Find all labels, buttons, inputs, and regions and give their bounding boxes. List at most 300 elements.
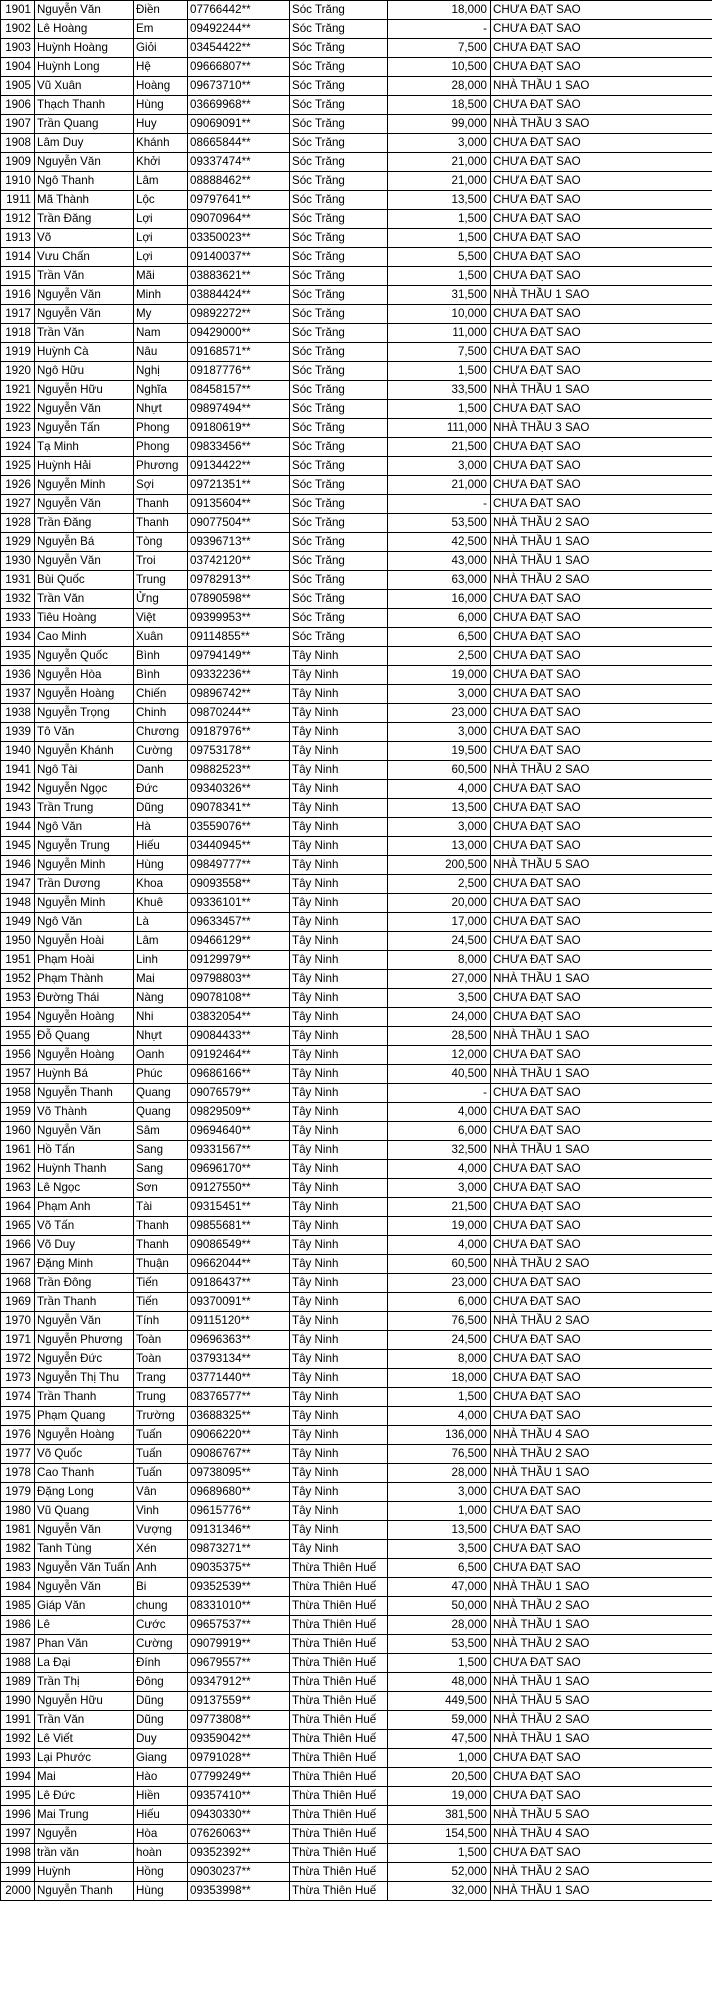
cell-rank[interactable]: CHƯA ĐẠT SAO — [491, 1, 712, 20]
cell-province[interactable]: Thừa Thiên Huế — [290, 1806, 388, 1825]
cell-stt[interactable]: 1920 — [1, 362, 35, 381]
cell-amount[interactable]: 18,000 — [388, 1369, 491, 1388]
cell-stt[interactable]: 1955 — [1, 1027, 35, 1046]
cell-province[interactable]: Sóc Trăng — [290, 210, 388, 229]
cell-phone[interactable]: 09131346** — [188, 1521, 290, 1540]
cell-province[interactable]: Thừa Thiên Huế — [290, 1673, 388, 1692]
cell-ten[interactable]: Tính — [134, 1312, 188, 1331]
cell-ho[interactable]: Nguyễn Minh — [35, 856, 134, 875]
cell-ten[interactable]: Việt — [134, 609, 188, 628]
cell-amount[interactable]: 12,000 — [388, 1046, 491, 1065]
cell-amount[interactable]: 8,000 — [388, 951, 491, 970]
cell-phone[interactable]: 09615776** — [188, 1502, 290, 1521]
cell-rank[interactable]: NHÀ THẦU 3 SAO — [491, 419, 712, 438]
cell-stt[interactable]: 1976 — [1, 1426, 35, 1445]
cell-rank[interactable]: NHÀ THẦU 2 SAO — [491, 1445, 712, 1464]
cell-rank[interactable]: NHÀ THẦU 5 SAO — [491, 856, 712, 875]
cell-ho[interactable]: Trần Văn — [35, 590, 134, 609]
cell-rank[interactable]: CHƯA ĐẠT SAO — [491, 457, 712, 476]
cell-rank[interactable]: CHƯA ĐẠT SAO — [491, 172, 712, 191]
cell-ho[interactable]: Nguyễn — [35, 1825, 134, 1844]
cell-phone[interactable]: 09833456** — [188, 438, 290, 457]
cell-ten[interactable]: Khởi — [134, 153, 188, 172]
cell-stt[interactable]: 1946 — [1, 856, 35, 875]
cell-ten[interactable]: Em — [134, 20, 188, 39]
cell-ho[interactable]: Nguyễn Hoàng — [35, 1008, 134, 1027]
cell-rank[interactable]: CHƯA ĐẠT SAO — [491, 1293, 712, 1312]
cell-rank[interactable]: CHƯA ĐẠT SAO — [491, 324, 712, 343]
cell-rank[interactable]: CHƯA ĐẠT SAO — [491, 96, 712, 115]
cell-stt[interactable]: 1953 — [1, 989, 35, 1008]
cell-phone[interactable]: 09035375** — [188, 1559, 290, 1578]
cell-amount[interactable]: 50,000 — [388, 1597, 491, 1616]
cell-ten[interactable]: Trường — [134, 1407, 188, 1426]
cell-rank[interactable]: CHƯA ĐẠT SAO — [491, 1350, 712, 1369]
cell-amount[interactable]: 21,500 — [388, 438, 491, 457]
cell-rank[interactable]: CHƯA ĐẠT SAO — [491, 1179, 712, 1198]
cell-phone[interactable]: 09076579** — [188, 1084, 290, 1103]
cell-stt[interactable]: 1906 — [1, 96, 35, 115]
cell-phone[interactable]: 09168571** — [188, 343, 290, 362]
cell-stt[interactable]: 1985 — [1, 1597, 35, 1616]
cell-ho[interactable]: Nguyễn Khánh — [35, 742, 134, 761]
cell-province[interactable]: Tây Ninh — [290, 1407, 388, 1426]
cell-rank[interactable]: CHƯA ĐẠT SAO — [491, 267, 712, 286]
cell-phone[interactable]: 08376577** — [188, 1388, 290, 1407]
cell-province[interactable]: Sóc Trăng — [290, 191, 388, 210]
cell-province[interactable]: Thừa Thiên Huế — [290, 1749, 388, 1768]
cell-phone[interactable]: 09127550** — [188, 1179, 290, 1198]
cell-ho[interactable]: Ngô Hữu — [35, 362, 134, 381]
cell-stt[interactable]: 1905 — [1, 77, 35, 96]
cell-stt[interactable]: 1970 — [1, 1312, 35, 1331]
cell-stt[interactable]: 1967 — [1, 1255, 35, 1274]
cell-province[interactable]: Tây Ninh — [290, 1122, 388, 1141]
cell-ho[interactable]: Nguyễn Văn — [35, 1578, 134, 1597]
cell-ten[interactable]: Đức — [134, 780, 188, 799]
cell-stt[interactable]: 1947 — [1, 875, 35, 894]
cell-phone[interactable]: 09066220** — [188, 1426, 290, 1445]
cell-ho[interactable]: Huỳnh — [35, 1863, 134, 1882]
cell-province[interactable]: Sóc Trăng — [290, 96, 388, 115]
cell-stt[interactable]: 1926 — [1, 476, 35, 495]
cell-phone[interactable]: 09340326** — [188, 780, 290, 799]
cell-phone[interactable]: 07766442** — [188, 1, 290, 20]
cell-ten[interactable]: Tuấn — [134, 1426, 188, 1445]
cell-ho[interactable]: Nguyễn Minh — [35, 476, 134, 495]
cell-rank[interactable]: NHÀ THẦU 2 SAO — [491, 1635, 712, 1654]
cell-ten[interactable]: Hoàng — [134, 77, 188, 96]
cell-rank[interactable]: CHƯA ĐẠT SAO — [491, 1483, 712, 1502]
cell-ten[interactable]: Lộc — [134, 191, 188, 210]
cell-ten[interactable]: Vượng — [134, 1521, 188, 1540]
cell-amount[interactable]: 76,500 — [388, 1445, 491, 1464]
cell-ho[interactable]: Lại Phước — [35, 1749, 134, 1768]
cell-phone[interactable]: 09721351** — [188, 476, 290, 495]
cell-ten[interactable]: Là — [134, 913, 188, 932]
cell-ho[interactable]: Trần Thị — [35, 1673, 134, 1692]
cell-ho[interactable]: Nguyễn Hữu — [35, 1692, 134, 1711]
cell-rank[interactable]: CHƯA ĐẠT SAO — [491, 1844, 712, 1863]
cell-ho[interactable]: Nguyễn Văn Tuấn — [35, 1559, 134, 1578]
cell-amount[interactable]: 28,000 — [388, 1464, 491, 1483]
cell-rank[interactable]: NHÀ THẦU 1 SAO — [491, 970, 712, 989]
cell-rank[interactable]: CHƯA ĐẠT SAO — [491, 1502, 712, 1521]
cell-stt[interactable]: 1902 — [1, 20, 35, 39]
cell-amount[interactable]: 21,000 — [388, 476, 491, 495]
cell-rank[interactable]: CHƯA ĐẠT SAO — [491, 400, 712, 419]
cell-phone[interactable]: 09666807** — [188, 58, 290, 77]
cell-ten[interactable]: Mai — [134, 970, 188, 989]
cell-stt[interactable]: 1957 — [1, 1065, 35, 1084]
cell-stt[interactable]: 1937 — [1, 685, 35, 704]
cell-rank[interactable]: CHƯA ĐẠT SAO — [491, 723, 712, 742]
cell-amount[interactable]: 10,500 — [388, 58, 491, 77]
cell-province[interactable]: Sóc Trăng — [290, 533, 388, 552]
cell-phone[interactable]: 09186437** — [188, 1274, 290, 1293]
cell-ten[interactable]: Phong — [134, 438, 188, 457]
cell-ho[interactable]: Võ Quốc — [35, 1445, 134, 1464]
cell-stt[interactable]: 1949 — [1, 913, 35, 932]
cell-rank[interactable]: CHƯA ĐẠT SAO — [491, 780, 712, 799]
cell-amount[interactable]: 23,000 — [388, 704, 491, 723]
cell-ho[interactable]: Phạm Anh — [35, 1198, 134, 1217]
cell-stt[interactable]: 1962 — [1, 1160, 35, 1179]
cell-province[interactable]: Tây Ninh — [290, 647, 388, 666]
cell-ten[interactable]: Toàn — [134, 1350, 188, 1369]
cell-province[interactable]: Sóc Trăng — [290, 324, 388, 343]
cell-province[interactable]: Sóc Trăng — [290, 1, 388, 20]
cell-province[interactable]: Sóc Trăng — [290, 609, 388, 628]
cell-rank[interactable]: CHƯA ĐẠT SAO — [491, 191, 712, 210]
cell-amount[interactable]: 4,000 — [388, 1160, 491, 1179]
cell-ho[interactable]: Nguyễn Văn — [35, 1, 134, 20]
cell-ten[interactable]: Cước — [134, 1616, 188, 1635]
cell-amount[interactable]: 13,500 — [388, 1521, 491, 1540]
cell-rank[interactable]: CHƯA ĐẠT SAO — [491, 1046, 712, 1065]
cell-phone[interactable]: 09336101** — [188, 894, 290, 913]
cell-phone[interactable]: 03669968** — [188, 96, 290, 115]
cell-ho[interactable]: Đường Thái — [35, 989, 134, 1008]
cell-stt[interactable]: 1954 — [1, 1008, 35, 1027]
cell-ten[interactable]: Quang — [134, 1103, 188, 1122]
cell-ten[interactable]: Cường — [134, 1635, 188, 1654]
cell-phone[interactable]: 09873271** — [188, 1540, 290, 1559]
cell-ten[interactable]: Trung — [134, 571, 188, 590]
cell-rank[interactable]: CHƯA ĐẠT SAO — [491, 20, 712, 39]
cell-phone[interactable]: 09077504** — [188, 514, 290, 533]
cell-province[interactable]: Tây Ninh — [290, 875, 388, 894]
cell-stt[interactable]: 1966 — [1, 1236, 35, 1255]
cell-stt[interactable]: 1959 — [1, 1103, 35, 1122]
cell-province[interactable]: Thừa Thiên Huế — [290, 1730, 388, 1749]
cell-amount[interactable]: 40,500 — [388, 1065, 491, 1084]
cell-stt[interactable]: 1918 — [1, 324, 35, 343]
cell-amount[interactable]: 3,000 — [388, 457, 491, 476]
cell-stt[interactable]: 1943 — [1, 799, 35, 818]
cell-amount[interactable]: 24,000 — [388, 1008, 491, 1027]
cell-stt[interactable]: 1990 — [1, 1692, 35, 1711]
cell-amount[interactable]: 42,500 — [388, 533, 491, 552]
cell-province[interactable]: Thừa Thiên Huế — [290, 1635, 388, 1654]
cell-province[interactable]: Tây Ninh — [290, 818, 388, 837]
cell-ho[interactable]: Nguyễn Thanh — [35, 1084, 134, 1103]
cell-ho[interactable]: Phan Văn — [35, 1635, 134, 1654]
cell-amount[interactable]: 8,000 — [388, 1350, 491, 1369]
cell-stt[interactable]: 1939 — [1, 723, 35, 742]
cell-rank[interactable]: NHÀ THẦU 1 SAO — [491, 1673, 712, 1692]
cell-phone[interactable]: 09331567** — [188, 1141, 290, 1160]
cell-amount[interactable]: 28,500 — [388, 1027, 491, 1046]
cell-province[interactable]: Tây Ninh — [290, 1331, 388, 1350]
cell-stt[interactable]: 1964 — [1, 1198, 35, 1217]
cell-amount[interactable]: 3,500 — [388, 989, 491, 1008]
cell-phone[interactable]: 09315451** — [188, 1198, 290, 1217]
cell-amount[interactable]: 60,500 — [388, 761, 491, 780]
cell-amount[interactable]: 6,000 — [388, 609, 491, 628]
cell-ten[interactable]: Thanh — [134, 514, 188, 533]
cell-ho[interactable]: Trần Đăng — [35, 210, 134, 229]
cell-phone[interactable]: 08665844** — [188, 134, 290, 153]
cell-province[interactable]: Sóc Trăng — [290, 628, 388, 647]
cell-amount[interactable]: 381,500 — [388, 1806, 491, 1825]
cell-stt[interactable]: 1948 — [1, 894, 35, 913]
cell-phone[interactable]: 09673710** — [188, 77, 290, 96]
cell-ho[interactable]: Tanh Tùng — [35, 1540, 134, 1559]
cell-stt[interactable]: 1915 — [1, 267, 35, 286]
cell-rank[interactable]: NHÀ THẦU 2 SAO — [491, 514, 712, 533]
cell-stt[interactable]: 1914 — [1, 248, 35, 267]
cell-ten[interactable]: Khuê — [134, 894, 188, 913]
cell-rank[interactable]: CHƯA ĐẠT SAO — [491, 590, 712, 609]
cell-amount[interactable]: 154,500 — [388, 1825, 491, 1844]
cell-province[interactable]: Sóc Trăng — [290, 267, 388, 286]
cell-phone[interactable]: 09135604** — [188, 495, 290, 514]
cell-ten[interactable]: Trang — [134, 1369, 188, 1388]
cell-ho[interactable]: Nguyễn Văn — [35, 495, 134, 514]
cell-phone[interactable]: 09430330** — [188, 1806, 290, 1825]
cell-ho[interactable]: Võ — [35, 229, 134, 248]
cell-phone[interactable]: 09849777** — [188, 856, 290, 875]
cell-amount[interactable]: 20,500 — [388, 1768, 491, 1787]
cell-province[interactable]: Sóc Trăng — [290, 286, 388, 305]
cell-amount[interactable]: 3,000 — [388, 723, 491, 742]
cell-phone[interactable]: 09399953** — [188, 609, 290, 628]
cell-stt[interactable]: 1968 — [1, 1274, 35, 1293]
cell-stt[interactable]: 1928 — [1, 514, 35, 533]
cell-ten[interactable]: Hòa — [134, 1825, 188, 1844]
cell-ho[interactable]: Trần Thanh — [35, 1388, 134, 1407]
cell-ten[interactable]: Chinh — [134, 704, 188, 723]
cell-province[interactable]: Thừa Thiên Huế — [290, 1597, 388, 1616]
cell-rank[interactable]: CHƯA ĐẠT SAO — [491, 1103, 712, 1122]
cell-amount[interactable]: 32,500 — [388, 1141, 491, 1160]
cell-stt[interactable]: 1958 — [1, 1084, 35, 1103]
cell-ten[interactable]: Mãi — [134, 267, 188, 286]
cell-amount[interactable]: 3,000 — [388, 1483, 491, 1502]
cell-amount[interactable]: 3,000 — [388, 685, 491, 704]
cell-amount[interactable]: 6,500 — [388, 628, 491, 647]
cell-stt[interactable]: 1965 — [1, 1217, 35, 1236]
cell-rank[interactable]: CHƯA ĐẠT SAO — [491, 1160, 712, 1179]
cell-amount[interactable]: - — [388, 495, 491, 514]
cell-ten[interactable]: Nàng — [134, 989, 188, 1008]
cell-ten[interactable]: Nhựt — [134, 400, 188, 419]
cell-rank[interactable]: CHƯA ĐẠT SAO — [491, 1654, 712, 1673]
cell-ho[interactable]: Cao Minh — [35, 628, 134, 647]
cell-stt[interactable]: 1921 — [1, 381, 35, 400]
cell-province[interactable]: Sóc Trăng — [290, 248, 388, 267]
cell-stt[interactable]: 1996 — [1, 1806, 35, 1825]
cell-ten[interactable]: Hùng — [134, 856, 188, 875]
cell-ten[interactable]: Tiến — [134, 1274, 188, 1293]
cell-amount[interactable]: 1,500 — [388, 400, 491, 419]
cell-ho[interactable]: Võ Thành — [35, 1103, 134, 1122]
cell-amount[interactable]: 19,000 — [388, 1217, 491, 1236]
cell-ten[interactable]: Giang — [134, 1749, 188, 1768]
cell-amount[interactable]: 1,500 — [388, 1388, 491, 1407]
cell-phone[interactable]: 09115120** — [188, 1312, 290, 1331]
cell-province[interactable]: Tây Ninh — [290, 1141, 388, 1160]
cell-ho[interactable]: Mã Thành — [35, 191, 134, 210]
cell-rank[interactable]: CHƯA ĐẠT SAO — [491, 628, 712, 647]
cell-rank[interactable]: CHƯA ĐẠT SAO — [491, 438, 712, 457]
cell-rank[interactable]: NHÀ THẦU 1 SAO — [491, 552, 712, 571]
cell-ten[interactable]: Thanh — [134, 495, 188, 514]
cell-phone[interactable]: 09798803** — [188, 970, 290, 989]
cell-ho[interactable]: Ngô Văn — [35, 818, 134, 837]
cell-province[interactable]: Tây Ninh — [290, 704, 388, 723]
cell-rank[interactable]: CHƯA ĐẠT SAO — [491, 343, 712, 362]
cell-ten[interactable]: Anh — [134, 1559, 188, 1578]
cell-amount[interactable]: 7,500 — [388, 39, 491, 58]
cell-rank[interactable]: CHƯA ĐẠT SAO — [491, 647, 712, 666]
cell-rank[interactable]: NHÀ THẦU 1 SAO — [491, 381, 712, 400]
cell-amount[interactable]: 1,500 — [388, 210, 491, 229]
cell-amount[interactable]: 6,000 — [388, 1293, 491, 1312]
cell-amount[interactable]: 1,000 — [388, 1749, 491, 1768]
cell-stt[interactable]: 1973 — [1, 1369, 35, 1388]
cell-stt[interactable]: 2000 — [1, 1882, 35, 1901]
cell-province[interactable]: Tây Ninh — [290, 1293, 388, 1312]
cell-province[interactable]: Thừa Thiên Huế — [290, 1863, 388, 1882]
cell-rank[interactable]: NHÀ THẦU 3 SAO — [491, 115, 712, 134]
cell-phone[interactable]: 09030237** — [188, 1863, 290, 1882]
cell-rank[interactable]: CHƯA ĐẠT SAO — [491, 1122, 712, 1141]
cell-ho[interactable]: Trần Văn — [35, 324, 134, 343]
cell-amount[interactable]: 200,500 — [388, 856, 491, 875]
cell-ten[interactable]: Phương — [134, 457, 188, 476]
cell-ho[interactable]: Mai Trung — [35, 1806, 134, 1825]
cell-ten[interactable]: Nhi — [134, 1008, 188, 1027]
cell-phone[interactable]: 08888462** — [188, 172, 290, 191]
cell-stt[interactable]: 1995 — [1, 1787, 35, 1806]
cell-province[interactable]: Thừa Thiên Huế — [290, 1578, 388, 1597]
cell-rank[interactable]: CHƯA ĐẠT SAO — [491, 1198, 712, 1217]
cell-rank[interactable]: CHƯA ĐẠT SAO — [491, 1407, 712, 1426]
cell-ho[interactable]: Nguyễn Văn — [35, 1312, 134, 1331]
cell-rank[interactable]: NHÀ THẦU 2 SAO — [491, 1863, 712, 1882]
cell-phone[interactable]: 09078108** — [188, 989, 290, 1008]
cell-province[interactable]: Tây Ninh — [290, 1008, 388, 1027]
cell-ten[interactable]: Bình — [134, 647, 188, 666]
cell-stt[interactable]: 1909 — [1, 153, 35, 172]
cell-stt[interactable]: 1934 — [1, 628, 35, 647]
cell-rank[interactable]: CHƯA ĐẠT SAO — [491, 742, 712, 761]
cell-phone[interactable]: 09078341** — [188, 799, 290, 818]
cell-stt[interactable]: 1972 — [1, 1350, 35, 1369]
cell-amount[interactable]: 28,000 — [388, 77, 491, 96]
cell-amount[interactable]: 4,000 — [388, 1407, 491, 1426]
cell-rank[interactable]: NHÀ THẦU 2 SAO — [491, 761, 712, 780]
cell-ho[interactable]: Tạ Minh — [35, 438, 134, 457]
cell-ho[interactable]: Nguyễn Bá — [35, 533, 134, 552]
cell-phone[interactable]: 09870244** — [188, 704, 290, 723]
cell-amount[interactable]: 7,500 — [388, 343, 491, 362]
cell-province[interactable]: Sóc Trăng — [290, 438, 388, 457]
cell-phone[interactable]: 09192464** — [188, 1046, 290, 1065]
cell-ten[interactable]: Chương — [134, 723, 188, 742]
cell-rank[interactable]: NHÀ THẦU 1 SAO — [491, 1464, 712, 1483]
cell-ho[interactable]: Trần Văn — [35, 1711, 134, 1730]
cell-province[interactable]: Tây Ninh — [290, 894, 388, 913]
cell-stt[interactable]: 1932 — [1, 590, 35, 609]
cell-rank[interactable]: NHÀ THẦU 2 SAO — [491, 1312, 712, 1331]
cell-phone[interactable]: 09370091** — [188, 1293, 290, 1312]
cell-rank[interactable]: NHÀ THẦU 1 SAO — [491, 286, 712, 305]
cell-rank[interactable]: CHƯA ĐẠT SAO — [491, 1084, 712, 1103]
cell-amount[interactable]: 19,000 — [388, 1787, 491, 1806]
cell-phone[interactable]: 03771440** — [188, 1369, 290, 1388]
cell-province[interactable]: Tây Ninh — [290, 1046, 388, 1065]
cell-amount[interactable]: - — [388, 1084, 491, 1103]
cell-phone[interactable]: 09689680** — [188, 1483, 290, 1502]
cell-ten[interactable]: Phúc — [134, 1065, 188, 1084]
cell-province[interactable]: Thừa Thiên Huế — [290, 1844, 388, 1863]
cell-ho[interactable]: Ngô Tài — [35, 761, 134, 780]
cell-province[interactable]: Tây Ninh — [290, 1255, 388, 1274]
cell-rank[interactable]: CHƯA ĐẠT SAO — [491, 476, 712, 495]
cell-amount[interactable]: 24,500 — [388, 932, 491, 951]
cell-ten[interactable]: Hiếu — [134, 1806, 188, 1825]
cell-amount[interactable]: 1,000 — [388, 1502, 491, 1521]
cell-ho[interactable]: Tiêu Hoàng — [35, 609, 134, 628]
cell-ten[interactable]: Điền — [134, 1, 188, 20]
cell-amount[interactable]: 4,000 — [388, 1236, 491, 1255]
cell-ten[interactable]: Vân — [134, 1483, 188, 1502]
cell-amount[interactable]: 31,500 — [388, 286, 491, 305]
cell-rank[interactable]: NHÀ THẦU 1 SAO — [491, 77, 712, 96]
cell-province[interactable]: Tây Ninh — [290, 951, 388, 970]
cell-phone[interactable]: 09187976** — [188, 723, 290, 742]
cell-amount[interactable]: 59,000 — [388, 1711, 491, 1730]
cell-amount[interactable]: 19,000 — [388, 666, 491, 685]
cell-phone[interactable]: 07799249** — [188, 1768, 290, 1787]
cell-ho[interactable]: Nguyễn Văn — [35, 153, 134, 172]
cell-ten[interactable]: Sang — [134, 1141, 188, 1160]
cell-province[interactable]: Tây Ninh — [290, 837, 388, 856]
cell-rank[interactable]: CHƯA ĐẠT SAO — [491, 1331, 712, 1350]
cell-ho[interactable]: Nguyễn Văn — [35, 305, 134, 324]
cell-rank[interactable]: NHÀ THẦU 4 SAO — [491, 1825, 712, 1844]
cell-ho[interactable]: Phạm Thành — [35, 970, 134, 989]
cell-phone[interactable]: 09492244** — [188, 20, 290, 39]
cell-phone[interactable]: 09686166** — [188, 1065, 290, 1084]
cell-ten[interactable]: Hiền — [134, 1787, 188, 1806]
cell-rank[interactable]: CHƯA ĐẠT SAO — [491, 875, 712, 894]
cell-amount[interactable]: 10,000 — [388, 305, 491, 324]
cell-ho[interactable]: Nguyễn Minh — [35, 894, 134, 913]
